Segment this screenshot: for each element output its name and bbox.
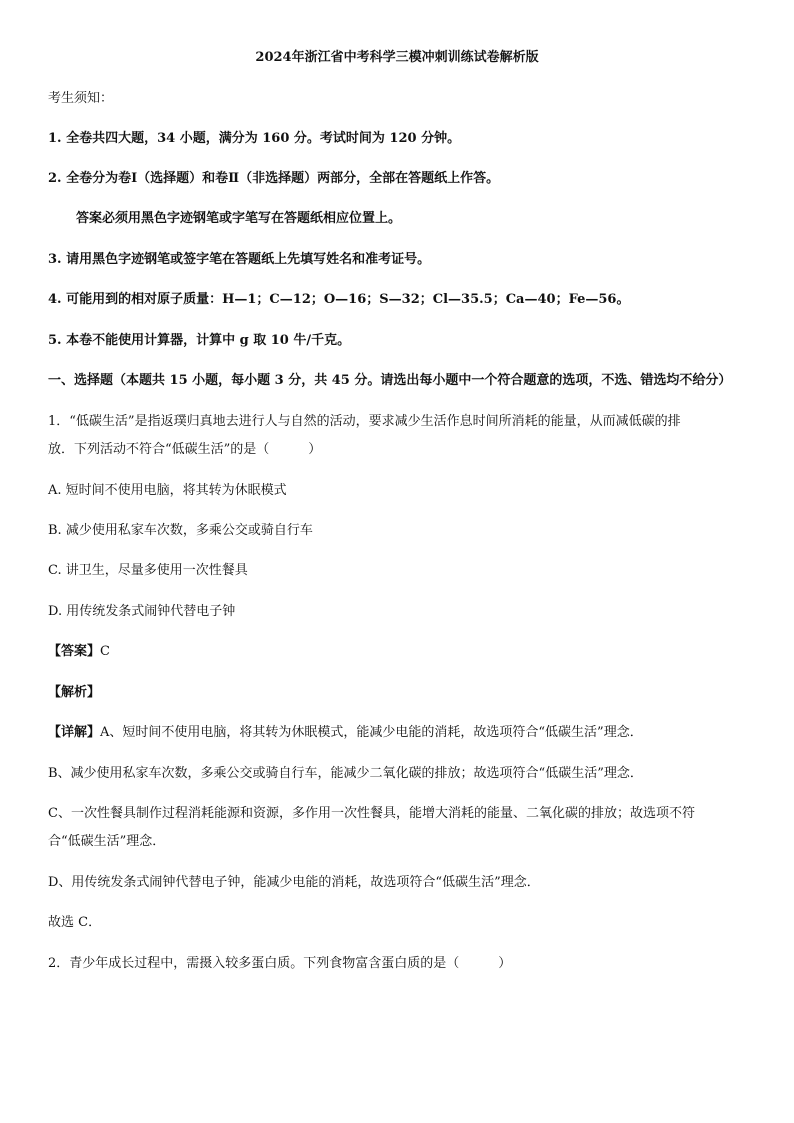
- answer-value: C: [100, 644, 110, 659]
- answer-label: 【答案】: [48, 644, 101, 659]
- notice-item-5: 5. 本卷不能使用计算器，计算中 g 取 10 牛/千克。: [48, 333, 351, 348]
- detail-c-line-2: 合“低碳生活”理念．: [48, 834, 166, 849]
- question-1-stem-line-1: 1．“低碳生活”是指返璞归真地去进行人与自然的活动，要求减少生活作息时间所消耗的能量，从而减低碳的排: [48, 414, 681, 429]
- notice-item-1: 1. 全卷共四大题，34 小题，满分为 160 分。考试时间为 120 分钟。: [48, 131, 461, 146]
- detail-label: 【详解】: [48, 725, 101, 740]
- section-heading: 一、选择题（本题共 15 小题，每小题 3 分，共 45 分。请选出每小题中一个符合题意的选项，不选、错选均不给分）: [48, 373, 732, 388]
- notice-item-3: 3. 请用黑色字迹钢笔或签字笔在答题纸上先填写姓名和准考证号。: [48, 252, 431, 267]
- conclusion: 故选 C．: [48, 915, 102, 930]
- detail-a-text: A、短时间不使用电脑，将其转为休眠模式，能减少电能的消耗，故选项符合“低碳生活”理念．: [100, 725, 643, 740]
- notice-item-2-continued: 答案必须用黑色字迹钢笔或字笔写在答题纸相应位置上。: [76, 211, 402, 226]
- detail-c-line-1: C、一次性餐具制作过程消耗能源和资源，多作用一次性餐具，能增大消耗的能量、二氧化碳的排放；故选项不符: [48, 806, 695, 821]
- detail-d: D、用传统发条式闹钟代替电子钟，能减少电能的消耗，故选项符合“低碳生活”理念．: [48, 875, 540, 890]
- detail-b: B、减少使用私家车次数，多乘公交或骑自行车，能减少二氧化碳的排放；故选项符合“低碳生活”理念．: [48, 766, 643, 781]
- notice-item-4: 4. 可能用到的相对原子质量：H—1；C—12；O—16；S—32；Cl—35.5；Ca—40；Fe—56。: [48, 292, 630, 307]
- notice-item-2: 2. 全卷分为卷Ⅰ（选择题）和卷Ⅱ（非选择题）两部分，全部在答题纸上作答。: [48, 171, 500, 186]
- page-title: 2024年浙江省中考科学三模冲刺训练试卷解析版: [255, 50, 539, 65]
- question-1-option-a: A. 短时间不使用电脑，将其转为休眠模式: [48, 483, 287, 498]
- detail-a: [48, 723, 746, 743]
- question-1-option-b: B. 减少使用私家车次数，多乘公交或骑自行车: [48, 523, 313, 538]
- question-1-stem-line-2: 放．下列活动不符合“低碳生活”的是（ ）: [48, 442, 322, 457]
- question-2-stem: 2．青少年成长过程中，需摄入较多蛋白质。下列食物富含蛋白质的是（ ）: [48, 956, 512, 971]
- notice-heading: 考生须知：: [48, 91, 114, 106]
- question-1-option-c: C. 讲卫生，尽量多使用一次性餐具: [48, 563, 248, 578]
- analysis-label: 【解析】: [48, 685, 101, 700]
- question-1-option-d: D. 用传统发条式闹钟代替电子钟: [48, 604, 236, 619]
- question-1-answer: [48, 642, 746, 662]
